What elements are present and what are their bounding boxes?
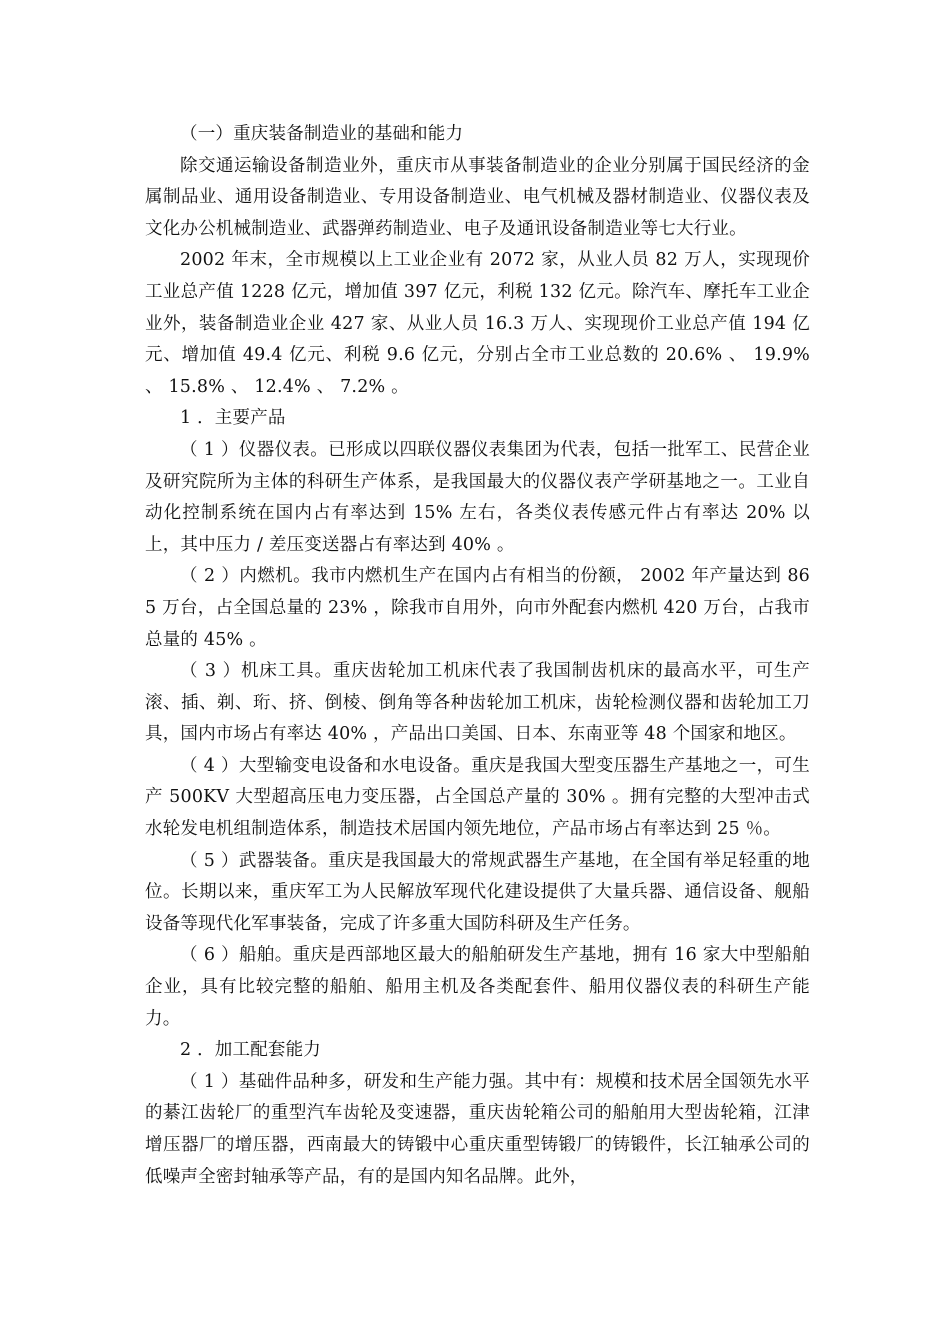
body-paragraph: （ 2 ）内燃机。我市内燃机生产在国内占有相当的份额， 2002 年产量达到 865 万台，占全国总量的 23% ，除我市自用外，向市外配套内燃机 420 万台，占我市总量的 45% 。 [145, 566, 810, 650]
body-paragraph: （ 1 ）基础件品种多，研发和生产能力强。其中有：规模和技术居全国领先水平的綦江齿轮厂的重型汽车齿轮及变速器，重庆齿轮箱公司的船舶用大型齿轮箱，江津增压器厂的增压器，西南最大的铸锻中心重庆重型铸锻厂的铸锻件，长江轴承公司的低噪声全密封轴承等产品，有的是国内知名品牌。此外， [145, 1071, 810, 1187]
body-paragraph: （ 6 ）船舶。重庆是西部地区最大的船舶研发生产基地，拥有 16 家大中型船舶企业，具有比较完整的船舶、船用主机及各类配套件、船用仪器仪表的科研生产能力。 [145, 945, 810, 1029]
body-paragraph: （ 4 ）大型输变电设备和水电设备。重庆是我国大型变压器生产基地之一，可生产 500KV 大型超高压电力变压器，占全国总产量的 30% 。拥有完整的大型冲击式水轮发电机组制造体系，制造技术居国内领先地位，产品市场占有率达到 25 ％。 [145, 755, 810, 840]
body-paragraph: 2002 年末，全市规模以上工业企业有 2072 家，从业人员 82 万人，实现现价工业总产值 1228 亿元，增加值 397 亿元，利税 132 亿元。除汽车、摩托车工业企业外，装备制造业企业 427 家、从业人员 16.3 万人、实现现价工业总产值 194 亿元、增加值 49.4 亿元、利税 9.6 亿元，分别占全市工业总数的 20.6% 、 19.9% 、 15.8% 、 12.4% 、 7.2% 。 [145, 250, 810, 397]
body-paragraph: （ 3 ）机床工具。重庆齿轮加工机床代表了我国制齿机床的最高水平，可生产滚、插、剃、珩、挤、倒棱、倒角等各种齿轮加工机床，齿轮检测仪器和齿轮加工刀具，国内市场占有率达 40% ，产品出口美国、日本、东南亚等 48 个国家和地区。 [145, 661, 810, 745]
body-paragraph: （ 1 ）仪器仪表。已形成以四联仪器仪表集团为代表，包括一批军工、民营企业及研究院所为主体的科研生产体系，是我国最大的仪器仪表产学研基地之一。工业自动化控制系统在国内占有率达到 15% 左右，各类仪表传感元件占有率达 20% 以上，其中压力 / 差压变送器占有率达到 40% 。 [145, 439, 810, 555]
section-heading: （一）重庆装备制造业的基础和能力 [180, 124, 464, 144]
subsection-heading: 1 ．主要产品 [180, 408, 286, 429]
subsection-heading: 2 ．加工配套能力 [180, 1040, 321, 1061]
body-paragraph: （ 5 ）武器装备。重庆是我国最大的常规武器生产基地，在全国有举足轻重的地位。长期以来，重庆军工为人民解放军现代化建设提供了大量兵器、通信设备、舰船设备等现代化军事装备，完成了许多重大国防科研及生产任务。 [145, 850, 810, 934]
document-body [145, 119, 810, 1193]
body-paragraph: 除交通运输设备制造业外，重庆市从事装备制造业的企业分别属于国民经济的金属制品业、通用设备制造业、专用设备制造业、电气机械及器材制造业、仪器仪表及文化办公机械制造业、武器弹药制造业、电子及通讯设备制造业等七大行业。 [145, 155, 810, 239]
